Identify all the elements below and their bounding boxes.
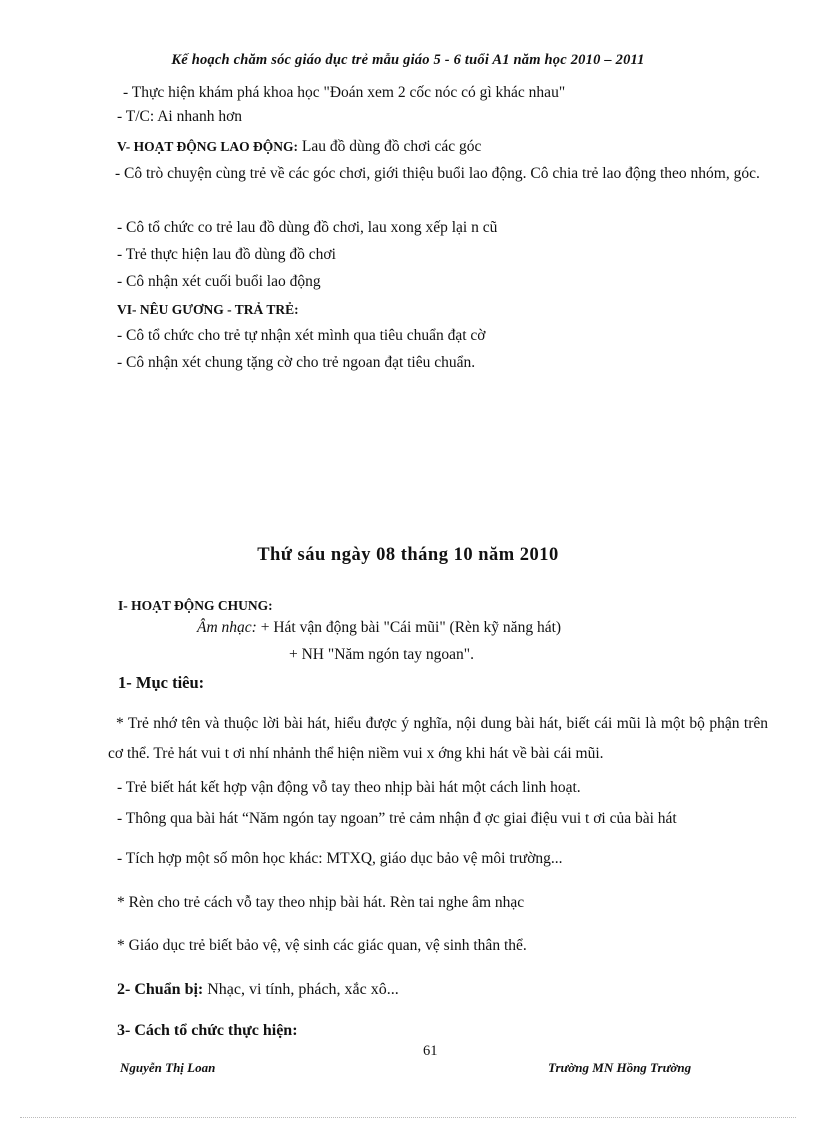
general-heading: I- HOẠT ĐỘNG CHUNG: [118,598,273,613]
model-heading: VI- NÊU GƯƠNG - TRẢ TRẺ: [117,302,299,317]
page-header: Kế hoạch chăm sóc giáo dục trẻ mẫu giáo 5 - 6 tuổi A1 năm học 2010 – 2011 [171,52,645,68]
goal-item: - Trẻ biết hát kết hợp vận động vỗ tay theo nhịp bài hát một cách linh hoạt. [117,779,581,796]
labor-item: - Cô nhận xét cuối buổi lao động [117,273,321,290]
day-title: Thứ sáu ngày 08 tháng 10 năm 2010 [257,545,559,565]
page-divider [20,1117,796,1118]
labor-paragraph: - Cô trò chuyện cùng trẻ về các góc chơi, giới thiệu buổi lao động. Cô chia trẻ lao động theo nhóm, góc. [115,165,760,182]
goal-item: * Rèn cho trẻ cách vỗ tay theo nhịp bài hát. Rèn tai nghe âm nhạc [117,894,525,911]
footer-school: Trường MN Hồng Trường [548,1060,692,1075]
music-label: Âm nhạc: [197,619,257,636]
goal-item: - Tích hợp một số môn học khác: MTXQ, giáo dục bảo vệ môi trường... [117,850,563,867]
prep-heading: 2- Chuẩn bị: [117,981,204,998]
labor-item: - Trẻ thực hiện lau đồ dùng đồ chơi [117,246,336,263]
music-item: + Hát vận động bài "Cái mũi" (Rèn kỹ năng hát) [256,619,562,636]
prep-line [117,981,399,999]
labor-text: Lau đồ dùng đồ chơi các góc [298,138,482,155]
goal-item: - Thông qua bài hát “Năm ngón tay ngoan” trẻ cảm nhận đ ợc giai điệu vui t ơi của bài hát [117,810,677,827]
model-item: - Cô tổ chức cho trẻ tự nhận xét mình qua tiêu chuẩn đạt cờ [117,327,486,344]
goal-item: * Giáo dục trẻ biết bảo vệ, vệ sinh các giác quan, vệ sinh thân thể. [117,937,527,954]
prep-text: Nhạc, vi tính, phách, xắc xô... [203,981,399,998]
activity-line: - Thực hiện khám phá khoa học "Đoán xem 2 cốc nóc có gì khác nhau" [123,84,566,101]
goals-paragraph: * Trẻ nhớ tên và thuộc lời bài hát, hiểu được ý nghĩa, nội dung bài hát, biết cái mũi là một bộ phận trên cơ thể. Trẻ hát vui t ơi nhí nhảnh thể hiện niềm vui x ớng khi hát về bài cái mũi. [108,715,768,762]
model-item: - Cô nhận xét chung tặng cờ cho trẻ ngoan đạt tiêu chuẩn. [117,354,476,371]
labor-heading-line [117,138,481,156]
game-line: - T/C: Ai nhanh hơn [117,108,243,125]
page-number: 61 [423,1043,438,1059]
music-item-2: + NH "Năm ngón tay ngoan". [289,646,474,663]
music-line [197,619,561,637]
footer-author: Nguyễn Thị Loan [120,1060,216,1075]
goals-heading: 1- Mục tiêu: [118,673,205,692]
method-heading: 3- Cách tổ chức thực hiện: [117,1022,298,1039]
labor-item: - Cô tổ chức co trẻ lau đồ dùng đồ chơi, lau xong xếp lại n cũ [117,219,498,236]
labor-heading: V- HOẠT ĐỘNG LAO ĐỘNG: [117,139,299,154]
